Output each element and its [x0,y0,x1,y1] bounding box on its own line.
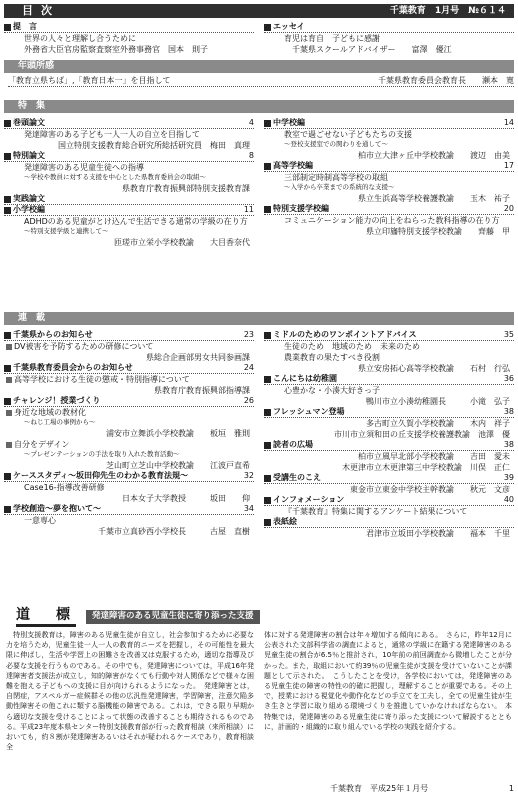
toc-line: 心豊かな・小湊大好きっ子 [284,385,380,395]
section-nentou: 年頭所感 [4,60,514,73]
toc-head-label: 千葉県教育委員会からのお知らせ [13,363,133,373]
square-icon [6,377,12,383]
toc-line: 発達障害のある児童生徒への指導 [24,162,144,172]
footer [330,784,514,793]
bullet-icon [4,196,11,203]
toc-page-number: 14 [503,118,514,128]
bullet-icon [264,409,271,416]
rensai-right [264,330,514,539]
bullet-icon [264,475,271,482]
square-icon [6,410,12,416]
toc-head [264,495,514,506]
toc-head [4,118,254,129]
toc-subhead-label: 身近な地域の教材化 [14,407,86,417]
toc-subhead [4,407,254,418]
article-left: 特別支援教育は，障害のある児童生徒が自立し，社会参加するために必要な力を培うため，児童生徒一人一人の教育的ニーズを把握し，その可能性を最大限に伸ばし，生活や学習上の困難さを改善又は克服するため，適切な指導及び必要な支援を行うものである。その中でも，発達障害については，平成16年発達障害者支援法が成立し，知的障害がなくても行動や対人関係などで様々な困難を抱える子どもへの支援に目が向けられるようになった。 発達障害とは，自閉症，アスペルガー症候群その他の広汎性発達障害，学習障害，注意欠陥多動性障害その他これに類する脳機能の障害である。これは，できる限り早期から適切な支援を受けることによって状態の改善することも期待されるものである。平成23年度本県センター特別支援教育部が行った教育相談（来所相談）においても，約８割が発達障害あるいはそれが疑われるケースであり，教育相談全 [6,631,254,752]
bullet-icon [4,506,11,513]
toc-head-label: 学校創造～夢を抱いて～ [13,504,101,514]
toc-line: Case16-指導改善研修 [24,482,105,492]
toc-head-label: 実践論文 [13,194,45,204]
article-right: 体に対する発達障害の割合は年々増加する傾向にある。 さらに，昨年12月に公表された文部科学省の調査によると，通常の学級に在籍する発達障害のある児童生徒の割合が6.5％と推計され，10年前の前回調査から微増したことが分かった。また，取組において約39％の児童生徒が支援を受けていないことが課題として示された。 こうしたことを受け，各学校においては，発達障害のある児童生徒の障害の特性の的確に把握し，理解することが重要である。その上で，授業における視覚化や動作化などの手立てを工夫し，全ての児童生徒が生き生きと学習に取り組める環境づくりを推進していかなければならない。 本特集では，発達障害のある児童生徒に寄り添った支援について解説するとともに，計画的・組織的に取り組んでいる学校の実践を紹介する。 [264,631,512,731]
toc-line: 一意専心 [24,515,56,525]
toc-line: 県立生浜高等学校養護教諭 玉木 祐子 [358,193,510,203]
toc-page-number: 17 [503,161,514,171]
toc-head-label: 表紙絵 [273,517,297,527]
toc-head-label: 中学校編 [273,118,305,128]
toc-line: 多古町立久賀小学校教諭 木内 祥子 [366,418,510,428]
toc-head [264,118,514,129]
toc-subhead-label: DV被害を予防するための研修について [14,341,154,351]
toc-line: 県立印旛特別支援学校教諭 齊藤 甲 [366,226,510,236]
toc-line: 芝山町立芝山中学校教諭 江波戸直希 [106,460,250,470]
toc-subhead [4,341,254,352]
toc-line: 国立特別支援教育総合研究所総括研究員 梅田 真理 [58,140,250,150]
issue-label: 千葉教育 1月号 №６１４ [389,5,506,16]
toc-page-number: 26 [243,396,254,406]
toc-head-label: 千葉県からのお知らせ [13,330,93,340]
teigen-title: 世界の人々と理解し合うために [24,33,136,43]
toc-line: コミュニケーション能力の向上をねらった教科指導の在り方 [284,215,500,225]
toc-page-number: 11 [243,205,254,215]
toc-subhead-label: 高等学校における生徒の懲戒・特別指導について [14,374,190,384]
toc-line: 鴨川市立小湊幼稚園長 小滝 弘子 [366,396,510,406]
toc-head [4,471,254,482]
toc-line: 『千葉教育』特集に関するアンケート結果について [284,506,468,516]
bullet-icon [4,365,11,372]
toc-line: ～ねじ工場の事例から～ [24,418,96,427]
toc-line: 県教育庁教育振興部特別支援教育課 [122,183,250,193]
toc-line: ～入学から卒業までの系統的な支援～ [284,183,395,192]
toc-line: 柏市立風早北部小学校教諭 吉田 愛未 [358,451,510,461]
teigen-head: 提 言 [4,22,254,33]
toc-head [4,194,254,205]
toc-line: 匝瑳市立栄小学校教諭 大目香奈代 [114,237,250,247]
bullet-icon [264,332,271,339]
tokushu-left [4,118,254,248]
tokushu-right [264,118,514,237]
bullet-icon [264,24,271,31]
toc-subhead [4,439,254,450]
toc-page-number: 32 [243,471,254,481]
toc-head [4,363,254,374]
bullet-icon [4,473,11,480]
toc-line: 県総合企画部男女共同参画課 [146,352,250,362]
toc-head [4,330,254,341]
toc-page-number: 23 [243,330,254,340]
toc-head-label: 特別支援学校編 [273,204,329,214]
bullet-icon [264,163,271,170]
bullet-icon [264,206,271,213]
nentou-author: 千葉県教育委員会教育長 瀬本 寛 [378,76,514,86]
page-number: 1 [508,784,514,793]
toc-head-label: 読者の広場 [273,440,313,450]
toc-line: 発達障害のある子ども一人一人の自立を目指して [24,129,200,139]
toc-line: 木更津市立木更津第三中学校教諭 川俣 正仁 [342,462,510,472]
toc-page-number: 8 [248,151,254,161]
footer-issue: 千葉教育 平成25年１月号 [330,784,429,793]
toc-head [264,517,514,528]
bullet-icon [264,442,271,449]
toc-head-label: ミドルのためのワンポイントアドバイス [273,330,417,340]
toc-line: ～登校支援室での関わりを通して～ [284,140,388,149]
doku-title: 発達障害のある児童生徒に寄り添った支援 [86,610,260,624]
toc-head-label: インフォメーション [273,495,345,505]
toc-head [264,473,514,484]
essay-block [264,22,514,55]
toc-page-number: 20 [503,204,514,214]
bullet-icon [264,120,271,127]
doku-label: 道 標 [16,607,76,626]
toc-title-bar [4,4,514,18]
doku-banner [4,606,514,628]
toc-page-number: 36 [503,374,514,384]
toc-page-number: 24 [243,363,254,373]
toc-head [264,330,514,341]
bullet-icon [264,497,271,504]
teigen-author: 外務省大臣官房監察査察室外務事務官 国本 則子 [24,44,208,54]
toc-head-label: 小学校編 [13,205,45,215]
toc-line: 君津市立坂田小学校教諭 福本 千里 [366,528,510,538]
bullet-icon [4,120,11,127]
teigen-block [4,22,254,55]
square-icon [6,442,12,448]
toc-head [264,440,514,451]
toc-line: ～プレゼンテーションの手法を取り入れた教育活動～ [24,450,180,459]
essay-head: エッセイ [264,22,514,33]
toc-subhead-label: 自分をデザイン [14,439,70,449]
toc-page-number: 35 [503,330,514,340]
bullet-icon [4,398,11,405]
toc-subhead [4,374,254,385]
toc-head-label: こんにちは幼稚園 [273,374,337,384]
toc-page-number: 39 [503,473,514,483]
toc-head-label: フレッシュマン登場 [273,407,345,417]
toc-line: 市川市立須和田の丘支援学校養護教諭 池澤 優 [334,429,510,439]
toc-head [264,374,514,385]
nentou-title: 「教育立県ちば」,「教育日本一」を目指して [8,76,171,86]
toc-line: 日本女子大学教授 坂田 仰 [122,493,250,503]
toc-page-number: 40 [503,495,514,505]
toc-head-label: 特別論文 [13,151,45,161]
toc-page-number: 38 [503,407,514,417]
toc-line: 東金市立東金中学校主幹教諭 秋元 文彦 [350,484,510,494]
toc-head [4,396,254,407]
toc-head-label: 受講生のこえ [273,473,321,483]
toc-head [4,151,254,162]
bullet-icon [4,153,11,160]
toc-head-label: 高等学校編 [273,161,313,171]
bullet-icon [264,519,271,526]
toc-line: ～特別支援学級と連携して～ [24,227,109,236]
toc-line: ADHDのある児童がとけ込んで生活できる通常の学級の在り方 [24,216,248,226]
toc-line: 浦安市立舞浜小学校教諭 板垣 雅則 [106,428,250,438]
toc-page-number: 4 [248,118,254,128]
toc-head [264,161,514,172]
toc-head [4,205,254,216]
toc-line: ～学校や教員に対する支援を中心とした県教育委員会の取組～ [24,173,206,182]
toc-head-label: チャレンジ！授業づくり [13,396,101,406]
toc-line: 生徒のため 地域のため 未来のため [284,341,420,351]
toc-line: 教室で過ごせない子どもたちの支援 [284,129,412,139]
toc-line: 千葉市立真砂西小学校長 古屋 直樹 [98,526,250,536]
toc-line: 県教育庁教育振興部指導課 [154,385,250,395]
toc-head [264,204,514,215]
bullet-icon [4,332,11,339]
toc-page-number: 34 [243,504,254,514]
nentou-row [8,76,514,87]
essay-author: 千葉県スクールアドバイザー 富澤 優江 [292,44,452,54]
essay-title: 育児は育自 子どもに感謝 [284,33,380,43]
rensai-left [4,330,254,537]
toc-line: 三部制定時制高等学校の取組 [284,172,388,182]
toc-head-label: ケーススタディ～坂田仰先生のわかる教育法規～ [13,471,188,481]
toc-line: 柏市立大津ヶ丘中学校教諭 渡辺 由美 [358,150,510,160]
toc-page-number: 38 [503,440,514,450]
section-tokushu: 特 集 [4,100,514,113]
bullet-icon [264,376,271,383]
toc-title: 目次 [22,3,60,17]
toc-head [264,407,514,418]
square-icon [6,344,12,350]
section-rensai: 連 載 [4,312,514,325]
bullet-icon [4,24,11,31]
bullet-icon [4,207,11,214]
toc-line: 県立安房拓心高等学校教諭 石村 行弘 [358,363,510,373]
toc-line: 農業教育の果たすべき役割 [284,352,380,362]
toc-head-label: 巻頭論文 [13,118,45,128]
toc-head [4,504,254,515]
